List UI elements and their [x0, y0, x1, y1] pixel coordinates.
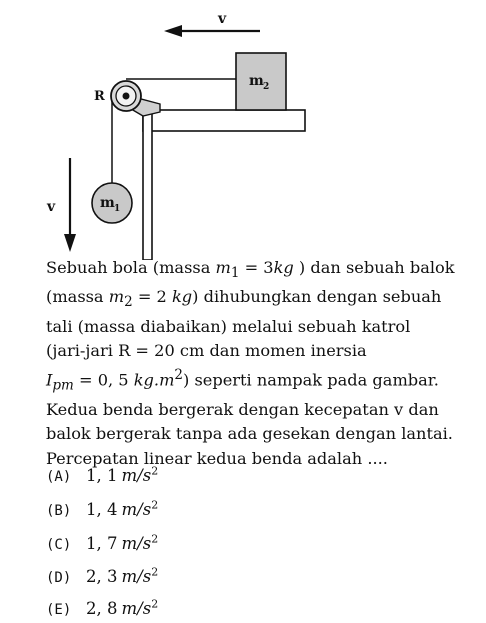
question-text	[46, 256, 482, 471]
option-d[interactable]	[46, 565, 158, 587]
velocity-label-left: v	[47, 199, 56, 215]
option-d-value: 2, 3 $m/s^2$	[86, 565, 159, 586]
option-e-letter: (E)	[46, 601, 72, 618]
question-line-3: tali (massa diabaikan) melalui sebuah katrol	[46, 316, 411, 336]
block-label: m	[249, 73, 264, 89]
question-line-7: balok bergerak tanpa ada gesekan dengan lantai.	[46, 424, 453, 444]
question-line-4: (jari-jari R = 20 cm dan momen inersia	[46, 341, 367, 361]
question-line-6: Kedua benda bergerak dengan kecepatan v dan	[46, 400, 439, 420]
pulley-diagram	[0, 0, 486, 260]
velocity-label-top: v	[218, 11, 227, 27]
question-line-2: (massa $m_2 = 2$ kg) dihubungkan dengan sebuah	[46, 287, 442, 311]
question-line-8: Percepatan linear kedua benda adalah ....	[46, 448, 388, 468]
option-a[interactable]	[46, 464, 158, 486]
table-leg	[143, 110, 152, 260]
table-top	[143, 110, 305, 131]
option-c-letter: (C)	[46, 536, 72, 553]
option-a-letter: (A)	[46, 468, 72, 485]
option-e-value: 2, 8 $m/s^2$	[86, 597, 159, 618]
ball-subscript: 1	[114, 204, 121, 214]
question-line-5: $I_{pm} = 0$, 5 $kg.m^2$) seperti nampak pada gambar.	[46, 367, 439, 394]
block-subscript: 2	[263, 82, 270, 92]
pulley-label: R	[94, 89, 105, 104]
question-line-1: Sebuah bola (massa $m_1 = 3kg$ ) dan sebuah balok	[46, 258, 455, 282]
velocity-arrowhead-left	[64, 234, 76, 252]
option-a-value: 1, 1 $m/s^2$	[86, 464, 159, 485]
ball-label: m	[100, 195, 115, 211]
pulley-axle	[123, 93, 130, 100]
option-c-value: 1, 7 $m/s^2$	[86, 532, 159, 553]
option-c[interactable]	[46, 532, 158, 554]
option-b-value: 1, 4 $m/s^2$	[86, 498, 159, 519]
option-e[interactable]	[46, 597, 158, 619]
option-d-letter: (D)	[46, 569, 72, 586]
velocity-arrowhead-top	[164, 25, 182, 37]
option-b[interactable]	[46, 498, 158, 520]
option-b-letter: (B)	[46, 502, 72, 519]
